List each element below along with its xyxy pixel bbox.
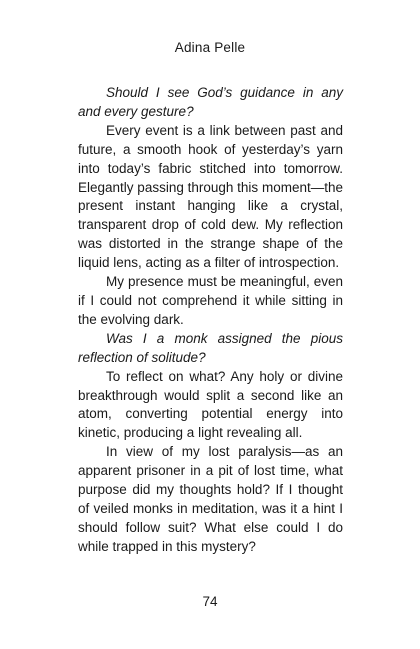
paragraph-every-event: Every event is a link between past and future, a smooth hook of yesterday’s yarn into today’s fabric stitched into tomorrow. Elegantly passing through this moment—the present instant hanging like a crystal, transparent drop of cold dew. My reflection was distorted in the strange shape of the liquid lens, acting as a filter of introspection. <box>78 122 343 271</box>
body-text <box>78 84 343 557</box>
paragraph-question-guidance: Should I see God’s guidance in any and every gesture? <box>78 85 343 119</box>
paragraph-presence: My presence must be meaningful, even if I could not comprehend it while sitting in the evolving dark. <box>78 274 343 327</box>
paragraph-question-monk: Was I a monk assigned the pious reflection of solitude? <box>78 330 343 365</box>
page-number: 74 <box>202 594 218 609</box>
paragraph-reflect: To reflect on what? Any holy or divine breakthrough would split a second like an atom, converting potential energy into kinetic, producing a light revealing all. <box>78 368 343 441</box>
paragraph-paralysis: In view of my lost paralysis—as an apparent prisoner in a pit of lost time, what purpose did my thoughts hold? If I thought of veiled monks in meditation, was it a hint I should follow suit? What else could I do while trapped in this mystery? <box>78 444 343 554</box>
running-header-author: Adina Pelle <box>174 40 246 55</box>
